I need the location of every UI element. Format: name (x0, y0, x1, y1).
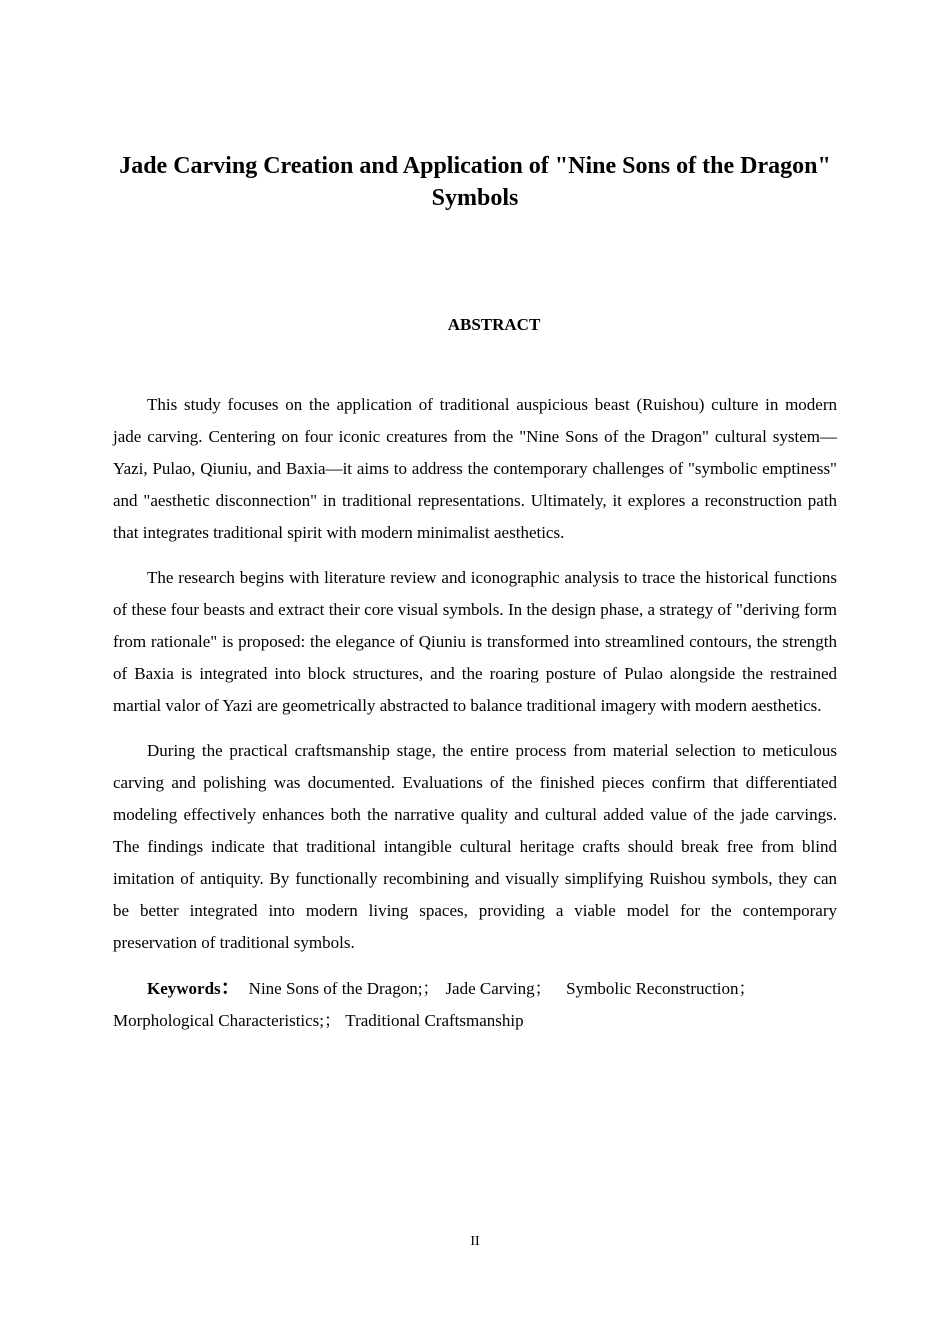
abstract-paragraph-2: The research begins with literature review and iconographic analysis to trace the historical functions of these four beasts and extract their core visual symbols. In the design phase, a strategy of "deriving form from rationale" is proposed: the elegance of Qiuniu is transformed into streamlined contours, the strength of Baxia is integrated into block structures, and the roaring posture of Pulao alongside the restrained martial valor of Yazi are geometrically abstracted to balance traditional imagery with modern aesthetics. (113, 568, 837, 715)
keyword-item: Morphological Characteristics;； (113, 1011, 342, 1030)
abstract-paragraph-1: This study focuses on the application of traditional auspicious beast (Ruishou) culture in modern jade carving. Centering on four iconic creatures from the "Nine Sons of the Dragon" cultural system—Yazi, Pulao, Qiuniu, and Baxia—it aims to address the contemporary challenges of "symbolic emptiness" and "aesthetic disconnection" in traditional representations. Ultimately, it explores a reconstruction path that integrates traditional spirit with modern minimalist aesthetics. (113, 395, 837, 542)
page-number: II (470, 1234, 480, 1249)
document-title: Jade Carving Creation and Application of "Nine Sons of the Dragon" Symbols (119, 153, 831, 211)
keyword-item: Nine Sons of the Dragon;； (248, 979, 440, 998)
keywords-label: Keywords (147, 979, 221, 998)
keyword-item: Symbolic Reconstruction； (566, 979, 756, 998)
keyword-item: Traditional Craftsmanship (345, 1011, 524, 1030)
abstract-body (113, 389, 837, 1037)
keywords-colon: ： (220, 977, 241, 999)
keywords-line (113, 972, 837, 1037)
keyword-item: Jade Carving； (445, 979, 552, 998)
abstract-paragraph-3: During the practical craftsmanship stage, the entire process from material selection to meticulous carving and polishing was documented. Evaluations of the finished pieces confirm that differentiated modeling effectively enhances both the narrative quality and cultural added value of the jade carvings. The findings indicate that traditional intangible cultural heritage crafts should break free from blind imitation of antiquity. By functionally recombining and visually simplifying Ruishou symbols, they can be better integrated into modern living spaces, providing a viable model for the contemporary preservation of traditional symbols. (113, 741, 837, 952)
abstract-heading: ABSTRACT (447, 315, 541, 334)
